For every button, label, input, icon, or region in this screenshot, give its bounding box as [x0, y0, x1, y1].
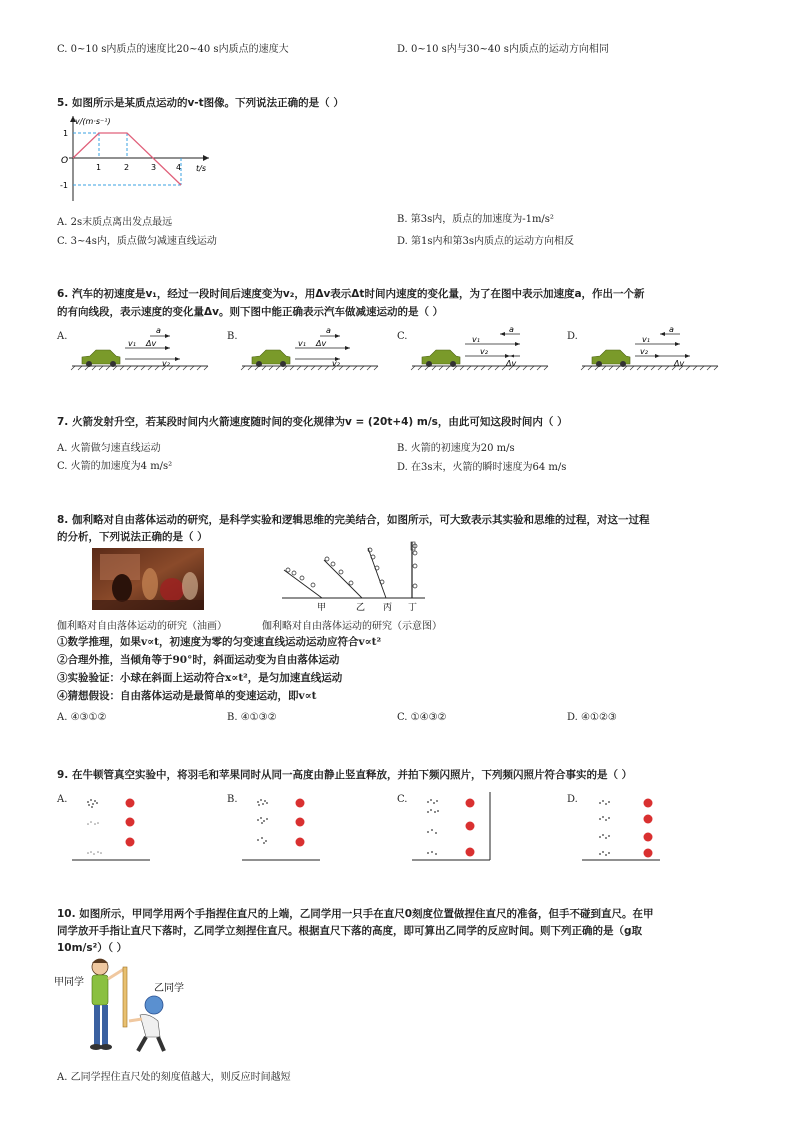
label-dv: Δv: [506, 359, 517, 368]
student-jia-figure: [90, 959, 124, 1050]
q4-option-d: D. 0~10 s内与30~40 s内质点的运动方向相同: [397, 44, 609, 55]
q5-option-c: C. 3~4s内，质点做匀减速直线运动: [57, 236, 217, 247]
label-v1: v₁: [472, 335, 480, 344]
car-icon: [82, 350, 120, 367]
label-jia: 甲: [317, 603, 327, 613]
q5-xtick-3: 3: [151, 163, 157, 172]
apple-icon: [466, 799, 475, 857]
apple-icon: [296, 799, 305, 847]
q8-option-b: B. ④①③②: [227, 712, 277, 723]
q7-option-a: A. 火箭做匀速直线运动: [57, 443, 161, 454]
q5-option-a: A. 2s末质点离出发点最远: [57, 217, 173, 228]
car-icon: [422, 350, 460, 367]
q6-label-c: C.: [397, 331, 408, 342]
q5-xtick-2: 2: [124, 163, 130, 172]
q6-figure-a: [70, 322, 210, 372]
q8-statement-2: ②合理外推，当倾角等于90°时，斜面运动变为自由落体运动: [57, 654, 340, 666]
ruler: [123, 967, 127, 1027]
label-v1: v₁: [642, 335, 650, 344]
q8-option-a: A. ④③①②: [57, 712, 107, 723]
q8-statement-1: ①数学推理，如果v∝t，初速度为零的匀变速直线运动运动应符合v∝t²: [57, 636, 382, 648]
student-yi-figure: [129, 996, 164, 1051]
label-a: a: [509, 325, 514, 334]
q5-vt-graph: [57, 113, 217, 203]
label-dv: Δv: [316, 339, 327, 348]
q6-stem-line2: 的有向线段，表示速度的变化量Δv。则下图中能正确表示汽车做减速运动的是（ ）: [57, 306, 444, 318]
q5-xtick-4: 4: [176, 163, 182, 172]
q8-stem-line2: 的分析，下列说法正确的是（ ）: [57, 531, 208, 543]
q6-stem-line1: 6. 汽车的初速度是v₁，经过一段时间后速度变为v₂，用Δv表示Δt时间内速度的变化量，为了在图中表示加速度a，作出一个新: [57, 288, 645, 300]
q8-statement-4: ④猜想假设：自由落体运动是最简单的变速运动，即v∝t: [57, 690, 317, 702]
q8-caption-schematic: 伽利略对自由落体运动的研究（示意图）: [262, 621, 442, 632]
q10-option-a: A. 乙同学捏住直尺处的刻度值越大，则反应时间越短: [57, 1072, 291, 1083]
label-dv: Δv: [674, 359, 685, 368]
q8-oil-painting: [92, 548, 204, 610]
q6-figure-b: [240, 322, 380, 372]
label-v1: v₁: [298, 339, 306, 348]
q7-option-b: B. 火箭的初速度为20 m/s: [397, 443, 515, 454]
label-a: a: [156, 326, 161, 335]
label-v2: v₂: [162, 359, 170, 368]
label-v1: v₁: [128, 339, 136, 348]
q8-schematic: [280, 540, 430, 615]
q9-photo-d: [580, 790, 665, 865]
q5-stem: 5. 如图所示是某质点运动的v-t图像。下列说法正确的是（ ）: [57, 97, 344, 109]
q6-label-a: A.: [57, 331, 68, 342]
q5-ytick-neg1: -1: [60, 181, 68, 190]
incline-jia: [284, 570, 322, 598]
q10-stem-line2: 同学放开手指让直尺下落时，乙同学立刻捏住直尺。根据直尺下落的高度，即可算出乙同学的反应时间。则下列正确的是（g取: [57, 925, 643, 937]
q8-statement-3: ③实验验证：小球在斜面上运动符合x∝t²，是匀加速直线运动: [57, 672, 343, 684]
label-a: a: [326, 326, 331, 335]
q8-caption-painting: 伽利略对自由落体运动的研究（油画）: [57, 621, 227, 632]
label-dv: Δv: [146, 339, 157, 348]
q9-label-a: A.: [57, 794, 68, 805]
feather-icon: [599, 800, 610, 805]
q5-ytick-1: 1: [63, 129, 69, 138]
q10-stem-line3: 10m/s²）（ ）: [57, 942, 128, 954]
q5-origin: O: [61, 156, 69, 166]
q9-stem: 9. 在牛顿管真空实验中，将羽毛和苹果同时从同一高度由静止竖直释放，并拍下频闪照片，下列频闪照片符合事实的是（ ）: [57, 769, 633, 781]
apple-icon: [126, 799, 135, 847]
label-student-yi: 乙同学: [154, 983, 184, 994]
incline-bing: [368, 548, 386, 598]
feather-icon: [257, 799, 268, 806]
q10-illustration: [54, 955, 204, 1055]
q6-figure-d: [580, 322, 720, 372]
label-ding: 丁: [408, 603, 418, 613]
q8-stem-line1: 8. 伽利略对自由落体运动的研究，是科学实验和逻辑思维的完美结合，如图所示，可大致表示其实验和思维的过程，对这一过程: [57, 514, 650, 526]
car-icon: [592, 350, 630, 367]
q6-label-b: B.: [227, 331, 238, 342]
label-yi: 乙: [356, 603, 366, 613]
q5-xlabel: t/s: [196, 164, 206, 173]
q6-label-d: D.: [567, 331, 578, 342]
feather-icon: [427, 799, 438, 804]
q4-option-c: C. 0~10 s内质点的速度比20~40 s内质点的速度大: [57, 44, 289, 55]
q5-option-b: B. 第3s内，质点的加速度为-1m/s²: [397, 214, 554, 225]
label-student-jia: 甲同学: [54, 977, 84, 988]
label-bing: 丙: [383, 603, 393, 613]
q7-stem: 7. 火箭发射升空，若某段时间内火箭速度随时间的变化规律为v = (20t+4) m/s，由此可知这段时间内（ ）: [57, 416, 568, 428]
q5-xtick-1: 1: [96, 163, 102, 172]
q5-ylabel: v/(m·s⁻¹): [75, 117, 111, 126]
car-icon: [252, 350, 290, 367]
q8-option-c: C. ①④③②: [397, 712, 447, 723]
q7-option-c: C. 火箭的加速度为4 m/s²: [57, 461, 173, 472]
q9-label-b: B.: [227, 794, 238, 805]
label-a: a: [669, 325, 674, 334]
q9-photo-b: [240, 790, 325, 865]
q5-t-arrow: [203, 155, 209, 161]
incline-yi: [324, 560, 362, 598]
q9-photo-a: [70, 790, 155, 865]
label-v2: v₂: [640, 347, 648, 356]
label-v2: v₂: [332, 359, 340, 368]
feather-icon: [87, 799, 98, 808]
q6-figure-c: [410, 322, 550, 372]
q8-option-d: D. ④①②③: [567, 712, 617, 723]
label-v2: v₂: [480, 347, 488, 356]
q5-option-d: D. 第1s内和第3s内质点的运动方向相反: [397, 236, 575, 247]
q9-label-c: C.: [397, 794, 408, 805]
q7-option-d: D. 在3s末，火箭的瞬时速度为64 m/s: [397, 462, 567, 473]
q10-stem-line1: 10. 如图所示，甲同学用两个手指捏住直尺的上端，乙同学用一只手在直尺0刻度位置做捏住直尺的准备，但手不碰到直尺。在甲: [57, 908, 654, 920]
apple-icon: [644, 799, 653, 858]
q9-label-d: D.: [567, 794, 578, 805]
q9-photo-c: [410, 790, 495, 865]
